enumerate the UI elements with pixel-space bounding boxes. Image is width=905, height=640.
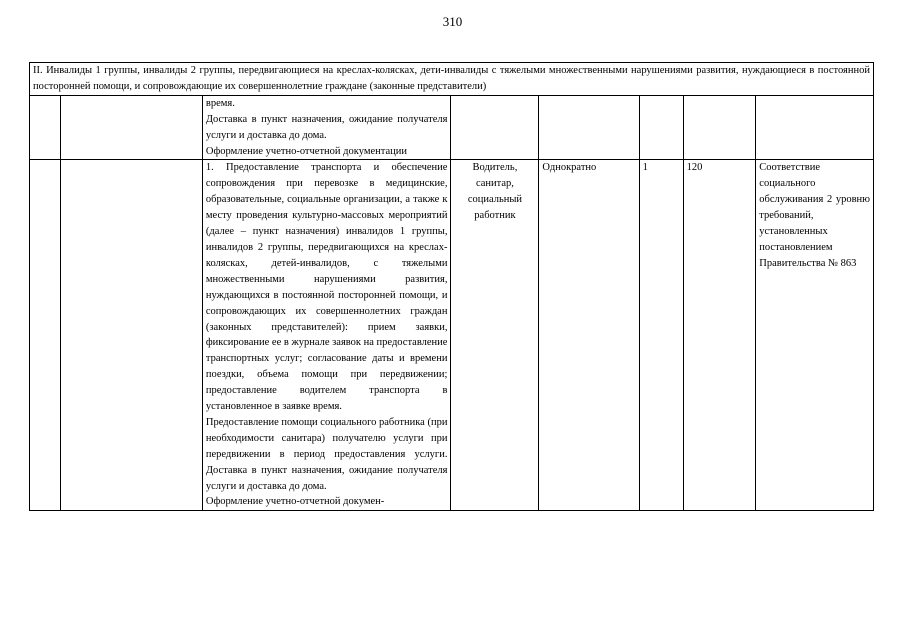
description-paragraph: Доставка в пункт назначения, ожидание получателя услуги и доставка до дома. bbox=[205, 113, 448, 141]
cell-performer: Водитель, санитар, социальный работник bbox=[451, 160, 539, 511]
cell-number bbox=[30, 160, 61, 511]
cell-description bbox=[202, 160, 451, 511]
description-paragraph: время. bbox=[205, 97, 235, 109]
section-header: II. Инвалиды 1 группы, инвалиды 2 группы, передвигающиеся на креслах-колясках, дети-инвалиды с тяжелыми множественными нарушениями развития, нуждающиеся в постоянной посторонней помощи, и сопровождающие их совершеннолетние граждане (законные представители) bbox=[30, 63, 874, 96]
cell-service-name bbox=[60, 160, 202, 511]
cell-time bbox=[683, 95, 756, 160]
cell-frequency bbox=[539, 95, 639, 160]
cell-frequency: Однократно bbox=[539, 160, 639, 511]
cell-description bbox=[202, 95, 451, 160]
description-paragraph: Оформление учетно-отчетной докумен- bbox=[205, 496, 385, 508]
services-table bbox=[29, 62, 874, 511]
section-header-row bbox=[30, 63, 874, 96]
page-number: 310 bbox=[442, 14, 463, 29]
cell-service-name bbox=[60, 95, 202, 160]
cell-time: 120 bbox=[683, 160, 756, 511]
description-paragraph: Оформление учетно-отчетной документации bbox=[205, 145, 407, 157]
cell-performer bbox=[451, 95, 539, 160]
description-paragraph: 1. Предоставление транспорта и обеспечение сопровождения при перевозке в медицинские, образовательные, социальные организации, а также к месту проведения культурно-массовых мероприятий (далее – пункт назначения) инвалидов 1 группы, инвалидов 2 группы, передвигающихся на креслах-колясках, детей-инвалидов, с тяжелыми множественными нарушениями развития, нуждающихся в постоянной посторонней помощи, и сопровождающих их совершеннолетних граждан (законных представителей): прием заявки, фиксирование ее в журнале заявок на предоставление транспортных услуг; согласование даты и времени поездки, объема помощи при передвижении; предоставление водителем транспорта в установленное в заявке время. bbox=[205, 162, 448, 413]
table-row-continued bbox=[30, 95, 874, 160]
cell-unit: 1 bbox=[639, 160, 683, 511]
cell-quality bbox=[756, 95, 874, 160]
cell-unit bbox=[639, 95, 683, 160]
cell-quality: Соответствие социального обслуживания 2 уровню требований, установленных постановлением Правительства № 863 bbox=[756, 160, 874, 511]
cell-number bbox=[30, 95, 61, 160]
table-row-main bbox=[30, 160, 874, 511]
description-paragraph: Предоставление помощи социального работника (при необходимости санитара) получателю услуги при передвижении в период предоставления услуги. Доставка в пункт назначения, ожидание получателя услуги и доставка до дома. bbox=[205, 416, 448, 492]
